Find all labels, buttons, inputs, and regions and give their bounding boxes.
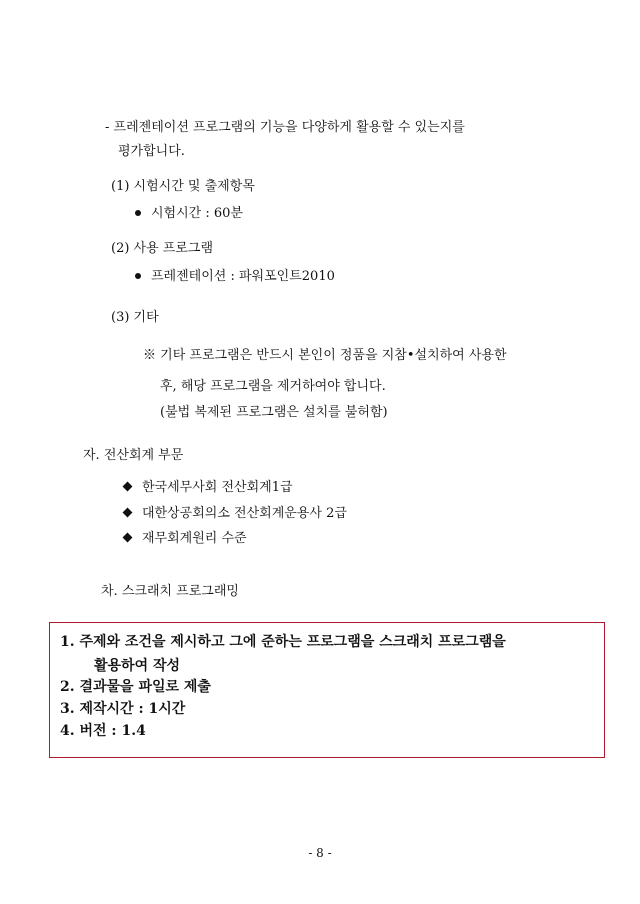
scratch-instructions-box — [49, 622, 605, 758]
section-heading-etc: (3) 기타 — [111, 310, 159, 325]
section-heading-program: (2) 사용 프로그램 — [111, 241, 214, 256]
bullet-dot-icon — [135, 210, 141, 216]
scratch-item-3: 3. 제작시간 : 1시간 — [60, 701, 186, 717]
bullet-text: 시험시간 : 60분 — [151, 206, 243, 221]
intro-line-2: 평가합니다. — [118, 144, 185, 159]
scratch-item-1-line-2: 활용하여 작성 — [94, 658, 181, 674]
scratch-item-4: 4. 버전 : 1.4 — [60, 723, 146, 739]
scratch-item-1-line-1: 1. 주제와 조건을 제시하고 그에 준하는 프로그램을 스크래치 프로그램을 — [60, 634, 506, 650]
accounting-item-text: 재무회계원리 수준 — [142, 531, 247, 546]
accounting-item-1 — [124, 479, 293, 497]
bullet-text: 프레젠테이션 : 파워포인트2010 — [151, 269, 335, 284]
page-number: - 8 - — [308, 846, 332, 860]
accounting-item-2 — [124, 505, 347, 523]
diamond-bullet-icon — [123, 508, 133, 518]
accounting-heading: 자. 전산회계 부문 — [83, 448, 184, 463]
accounting-item-text: 대한상공회의소 전산회계운용사 2급 — [142, 506, 347, 521]
note-line-3: (불법 복제된 프로그램은 설치를 불허함) — [160, 405, 388, 420]
accounting-item-text: 한국세무사회 전산회계1급 — [142, 480, 293, 495]
section-heading-exam-time: (1) 시험시간 및 출제항목 — [111, 179, 255, 194]
note-line-1: ※ 기타 프로그램은 반드시 본인이 정품을 지참•설치하여 사용한 — [143, 348, 507, 363]
accounting-item-3 — [124, 530, 247, 548]
intro-line-1: - 프레젠테이션 프로그램의 기능을 다양하게 활용할 수 있는지를 — [105, 120, 465, 135]
diamond-bullet-icon — [123, 482, 133, 492]
diamond-bullet-icon — [123, 533, 133, 543]
bullet-item-exam-time — [135, 205, 243, 223]
note-line-2: 후, 해당 프로그램을 제거하여야 합니다. — [160, 379, 386, 394]
scratch-item-2: 2. 결과물을 파일로 제출 — [60, 679, 211, 695]
bullet-item-program — [135, 268, 335, 286]
scratch-heading: 차. 스크래치 프로그래밍 — [101, 584, 239, 599]
bullet-dot-icon — [135, 273, 141, 279]
